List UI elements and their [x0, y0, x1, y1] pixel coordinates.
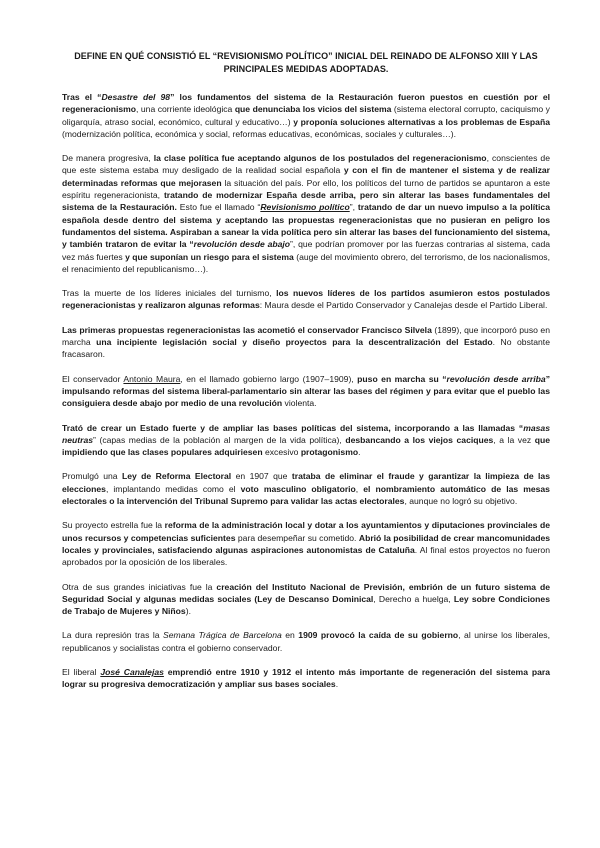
text-run: Otra de sus grandes iniciativas fue la [62, 581, 217, 592]
text-run: De manera progresiva, [62, 153, 154, 164]
text-run: Ley de Reforma Electoral [121, 471, 232, 482]
text-run: Las primeras propuestas regeneracionistas las acometió el conservador Francisco Silvela [62, 324, 432, 335]
text-run: protagonismo [300, 447, 359, 458]
text-run: revolución desde abajo [193, 239, 291, 250]
paragraph [62, 519, 550, 568]
text-run: Antonio Maura [123, 373, 181, 384]
text-run: , aunque no logró su objetivo. [404, 496, 518, 507]
text-run: desbancando a los viejos caciques [345, 434, 494, 445]
text-run: El liberal [62, 666, 101, 677]
text-run: (1899), que incorporó puso en marcha [62, 324, 550, 348]
text-run: (sistema electoral corrupto, caciquismo y oligarquía, atraso social, económico, cultural y educativo…) [62, 104, 550, 127]
text-run: ”, [349, 202, 358, 213]
paragraph [62, 324, 550, 361]
text-run: 1910 y 1912 [240, 666, 292, 677]
paragraph [62, 666, 550, 691]
text-run: , conscientes de que este sistema estaba muy desligado de la realidad social española [62, 153, 550, 176]
text-run: y con el fin de mantener el sistema y de realizar determinadas reformas que mejorasen [62, 165, 550, 188]
paragraph [62, 373, 550, 410]
text-run: ). [185, 606, 191, 617]
text-run: puso en marcha su “ [357, 373, 447, 384]
text-run: una incipiente legislación social y diseño proyectos para la descentralización del Estado [96, 337, 493, 348]
text-run: reforma de la administración local y dotar a los ayuntamientos y diputaciones provinciales de unos recursos y competencias suficientes [62, 520, 551, 543]
text-run: . Al final estos proyectos no fueron aprobados por la oposición de los liberales. [62, 544, 550, 568]
text-run: Desastre del 98 [101, 92, 171, 102]
text-run: Ley sobre Condiciones de Trabajo de Mujeres y Niños [62, 593, 550, 617]
text-run: en 1907 que [231, 471, 292, 482]
text-run: ” los fundamentos del sistema de la Restauración fueron puestos en cuestión por el regeneracionismo [62, 92, 551, 115]
text-run: emprendió entre [163, 666, 241, 677]
text-run: 1909 provocó la caída de su gobierno [298, 630, 459, 641]
text-run: que impidiendo que las clases populares adquiriesen [62, 434, 551, 458]
text-run: Revisionismo político [260, 202, 350, 213]
text-run: Esto fue el llamado “ [176, 202, 261, 213]
document-title: DEFINE EN QUÉ CONSISTIÓ EL “REVISIONISMO POLÍTICO” INICIAL DEL REINADO DE ALFONSO XIII Y LAS PRINCIPALES MEDIDAS ADOPTADAS. [74, 51, 538, 74]
text-run: el intento más importante de regeneración del sistema para lograr su progresiva democratización y ampliar sus bases sociales [62, 666, 550, 690]
text-run: en [281, 630, 299, 641]
text-run: Abrió la posibilidad de crear mancomunidades locales y provinciales, satisfaciendo algunas aspiraciones autonomistas de Cataluña [62, 532, 551, 555]
text-run: violenta. [282, 398, 317, 409]
text-run: creación del Instituto Nacional de Previsión, embrión de un futuro sistema de Seguridad Social y algunas medidas sociales (Ley de Descanso Dominical [62, 581, 550, 604]
text-run: : Maura desde el Partido Conservador y Canalejas desde el Partido Liberal. [259, 300, 548, 311]
text-run: revolución desde arriba [446, 373, 546, 384]
text-run: José Canalejas [100, 666, 164, 677]
paragraph [62, 629, 550, 654]
text-run: , implantando medidas como el [105, 483, 241, 494]
text-run: Tras la muerte de los líderes iniciales del turnismo, [62, 288, 277, 299]
paragraph [62, 581, 550, 618]
text-run: y proponía soluciones alternativas a los problemas de España [293, 116, 550, 127]
text-run: , al unirse los liberales, republicanos y socialistas contra el gobierno conservador. [62, 630, 550, 653]
paragraph [62, 287, 550, 312]
text-run: Semana Trágica de Barcelona [163, 630, 282, 641]
text-run: masas neutras [62, 422, 550, 445]
text-run: . [335, 679, 339, 690]
text-run: la clase política fue aceptando algunos de los postulados del regeneracionismo [153, 153, 487, 164]
text-run: . [358, 447, 361, 458]
text-run: que denunciaba los vicios del sistema [234, 104, 392, 115]
text-run: , a la vez [493, 434, 535, 445]
text-run: los nuevos líderes de los partidos asumieron estos postulados regeneracionistas y realizaron algunas reformas [62, 288, 551, 311]
text-run: , [355, 483, 364, 494]
text-run: , Derecho a huelga, [373, 593, 454, 604]
paragraph [62, 152, 550, 275]
text-run: para desempeñar su cometido. [235, 532, 359, 543]
text-run: (modernización política, económica y social, reformas educativas, económicas, sociales y culturales…). [62, 128, 457, 139]
document-page [62, 50, 550, 703]
text-run: excesivo [262, 447, 301, 458]
text-run: Tras el “ [62, 92, 102, 102]
text-run: ” (capas medias de la población al margen de la vida política), [93, 434, 346, 445]
text-run: (auge del movimiento obrero, del terrorismo, de los nacionalismos, el renacimiento del republicanismo…). [62, 251, 550, 274]
text-run: . Aspiraban a sanear la vida política pero sin alterar las bases del funcionamiento del sistema, y también trataron de evitar la “ [62, 226, 550, 250]
text-run: La dura represión tras la [62, 630, 164, 641]
text-run: El conservador [62, 373, 124, 384]
paragraph [62, 91, 550, 140]
paragraph [62, 422, 550, 459]
text-run: tratando de dar un nuevo impulso a la política española desde dentro del sistema y aceptando las propuestas regeneracionistas que no pusieran en peligro los fundamentos del sistema [62, 202, 550, 237]
text-run: ” impulsando reformas del sistema liberal-parlamentario sin alterar las bases del régimen y para evitar que el pueblo las consiguiera desde abajo por medio de una revolución [62, 373, 550, 409]
text-run: trataba de eliminar el fraude y garantizar la limpieza de las elecciones [62, 471, 550, 494]
text-run: , en el llamado gobierno largo (1907–1909), [180, 373, 358, 384]
text-run: Promulgó una [62, 471, 122, 482]
text-run: Trató de crear un Estado fuerte y de ampliar las bases políticas del sistema, incorporando a las llamadas “ [62, 422, 524, 433]
text-run: y que suponían un riesgo para el sistema [125, 251, 294, 262]
text-run: tratando de modernizar España desde arriba, pero sin alterar las bases fundamentales del sistema de la Restauración. [62, 190, 550, 213]
text-run: Su proyecto estrella fue la [62, 520, 165, 531]
text-run: la situación del país. Por ello, los políticos del turno de partidos se apuntaron a este espíritu regeneracionista, [62, 177, 550, 201]
document-body [62, 91, 550, 691]
text-run: ”, que podrían promover por las fuerzas contrarias al sistema, cada vez más fuertes [62, 239, 551, 262]
text-run: el nombramiento automático de las mesas electorales o la intervención del Tribunal Supremo para validar las actas electorales [62, 483, 550, 507]
text-run: voto masculino obligatorio [240, 483, 356, 494]
paragraph [62, 470, 550, 507]
text-run: , una corriente ideológica [136, 104, 235, 115]
text-run: . No obstante fracasaron. [62, 337, 550, 360]
